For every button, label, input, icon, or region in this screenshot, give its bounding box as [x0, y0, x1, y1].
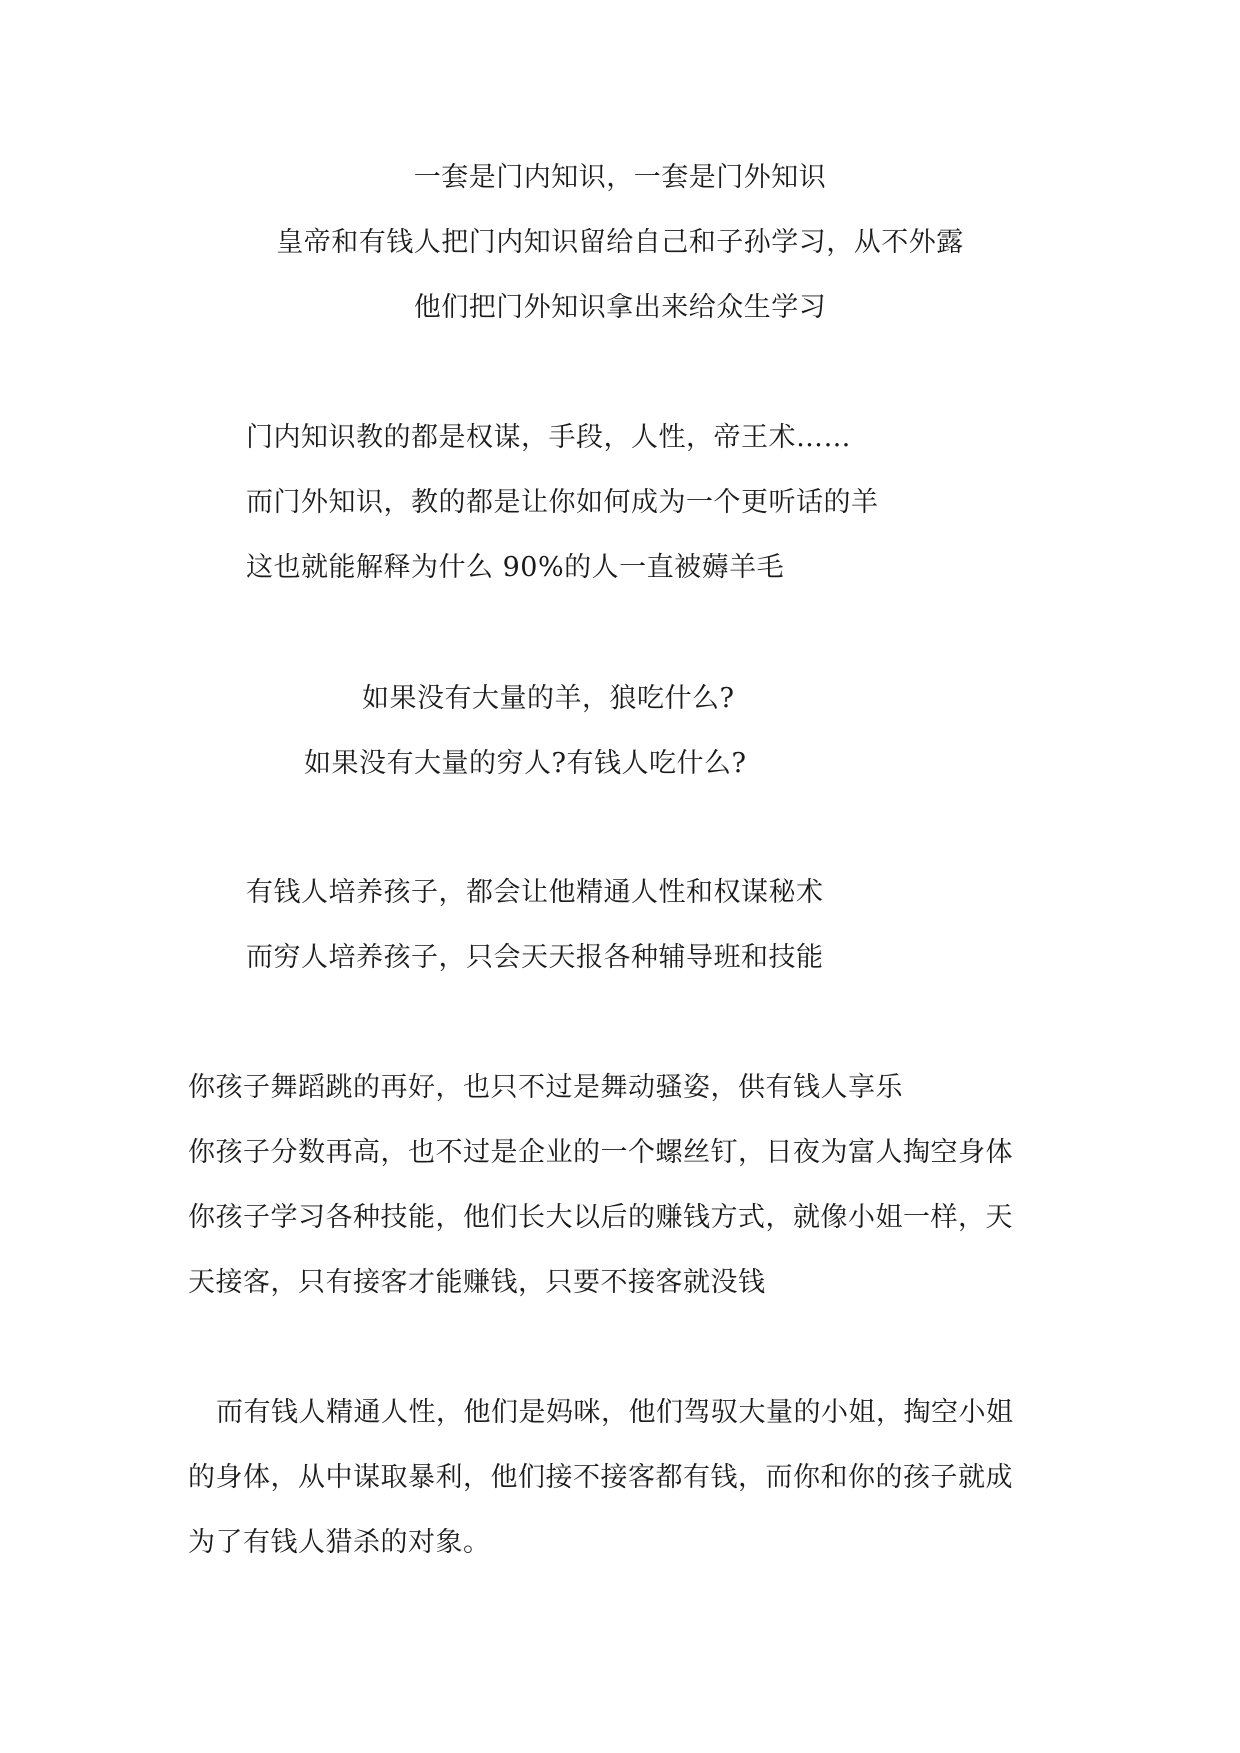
text-line: 而门外知识，教的都是让你如何成为一个更听话的羊: [246, 487, 879, 518]
text-line: 你孩子舞蹈跳的再好，也只不过是舞动骚姿，供有钱人享乐: [188, 1072, 903, 1103]
text-line: 为了有钱人猎杀的对象。: [188, 1527, 491, 1558]
text-line: 的身体，从中谋取暴利，他们接不接客都有钱，而你和你的孩子就成: [188, 1462, 1013, 1493]
text-line: 天接客，只有接客才能赚钱，只要不接客就没钱: [188, 1267, 766, 1298]
text-line: 皇帝和有钱人把门内知识留给自己和子孙学习，从不外露: [276, 227, 964, 258]
text-line: 如果没有大量的羊，狼吃什么?: [362, 683, 735, 714]
text-line: 你孩子分数再高，也不过是企业的一个螺丝钉，日夜为富人掏空身体: [188, 1137, 1013, 1168]
text-line: 有钱人培养孩子，都会让他精通人性和权谋秘术: [246, 877, 824, 908]
text-line: 如果没有大量的穷人?有钱人吃什么?: [304, 748, 747, 779]
text-line: 你孩子学习各种技能，他们长大以后的赚钱方式，就像小姐一样，天: [188, 1202, 1013, 1233]
text-line: 门内知识教的都是权谋，手段，人性，帝王术……: [246, 422, 851, 453]
text-line: 他们把门外知识拿出来给众生学习: [413, 292, 827, 323]
text-line: 这也就能解释为什么 90%的人一直被薅羊毛: [246, 552, 785, 583]
text-line: 一套是门内知识，一套是门外知识: [413, 162, 827, 193]
text-line: 而有钱人精通人性，他们是妈咪，他们驾驭大量的小姐，掏空小姐: [216, 1397, 1014, 1428]
text-line: 而穷人培养孩子，只会天天报各种辅导班和技能: [246, 942, 824, 973]
